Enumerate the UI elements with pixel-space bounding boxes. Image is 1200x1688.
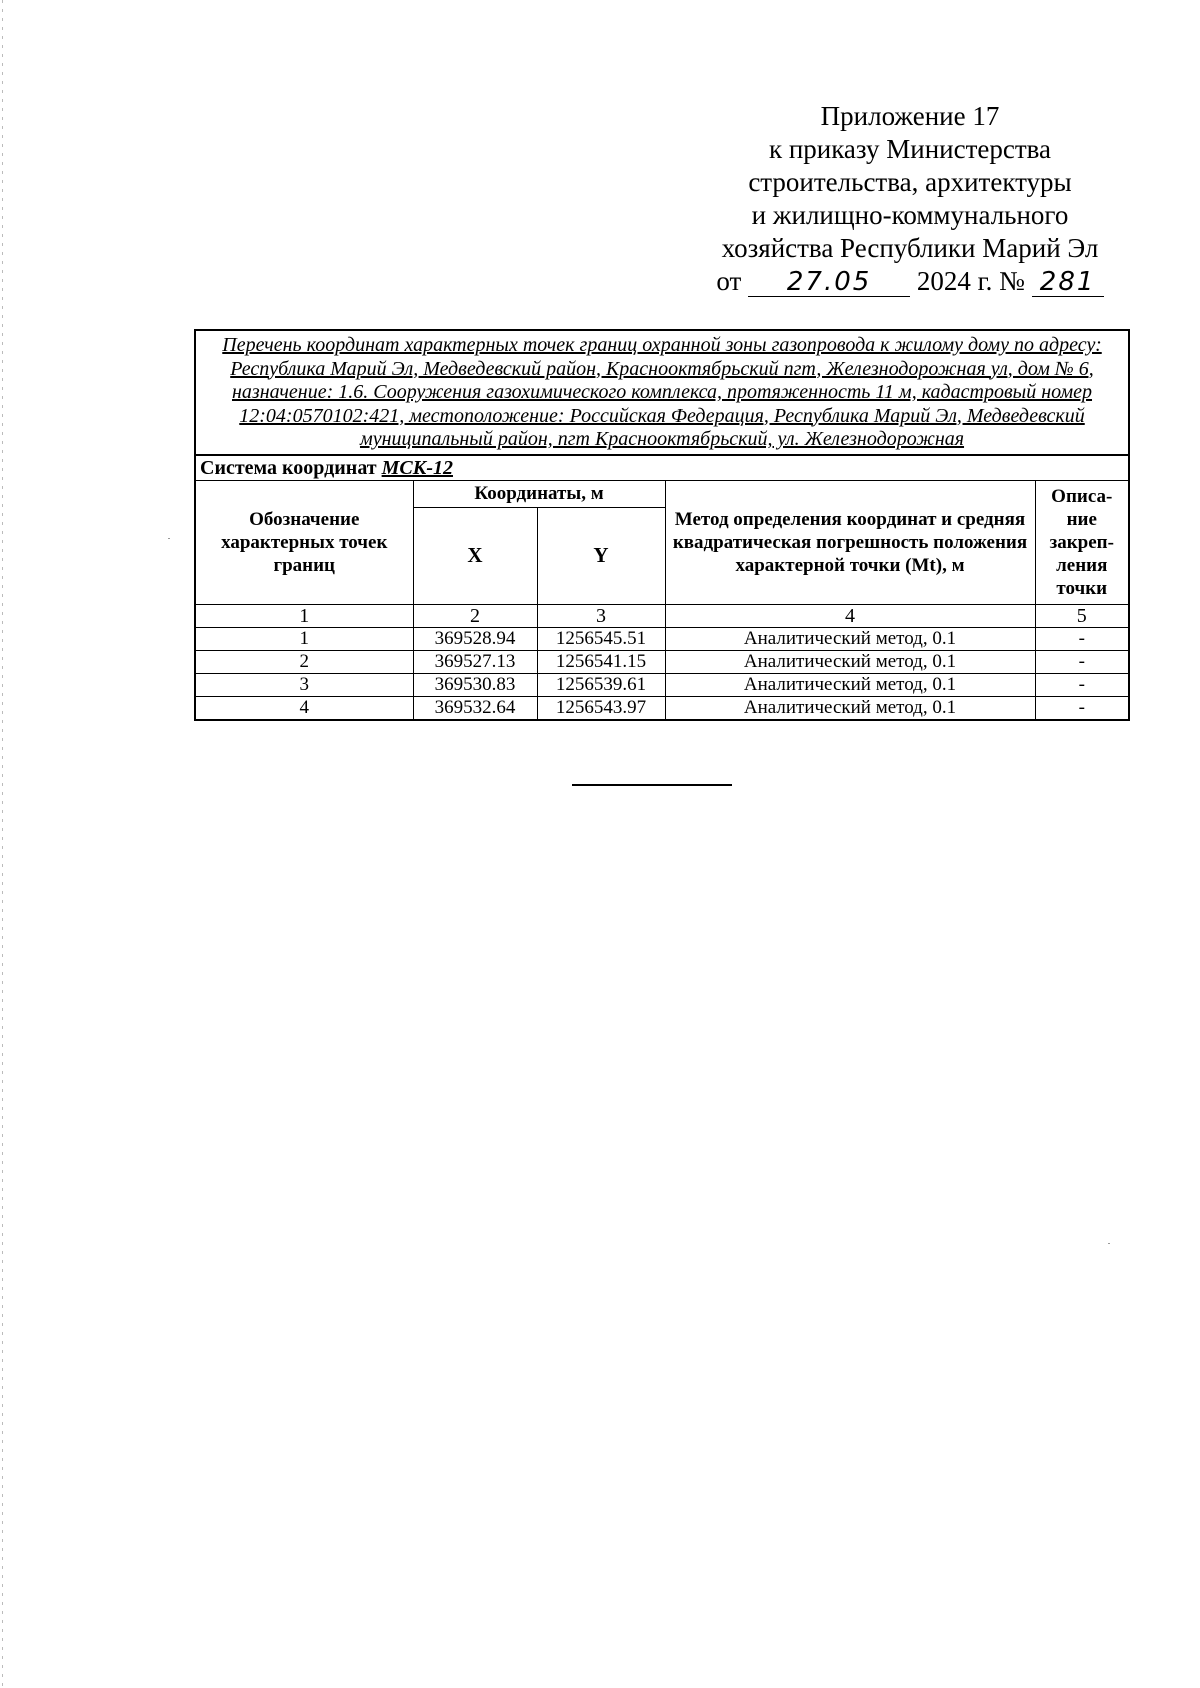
column-number-row — [195, 604, 1129, 627]
cell-point: 3 — [195, 673, 413, 696]
column-number: 2 — [413, 604, 537, 627]
header-coordinates: Координаты, м — [413, 480, 665, 507]
annex-title: Приложение 17 — [820, 101, 1000, 131]
header-fixing: Описа-ние закреп-ления точки — [1035, 480, 1129, 604]
system-label: Система координат — [200, 456, 377, 479]
cell-x: 369527.13 — [413, 650, 537, 673]
scan-speck — [168, 538, 170, 539]
cell-method: Аналитический метод, 0.1 — [665, 627, 1035, 650]
table-row — [195, 696, 1129, 720]
handwritten-number: 281 — [1032, 268, 1104, 297]
cell-y: 1256539.61 — [537, 673, 665, 696]
cell-method: Аналитический метод, 0.1 — [665, 696, 1035, 720]
cell-fixing: - — [1035, 673, 1129, 696]
cell-method: Аналитический метод, 0.1 — [665, 673, 1035, 696]
cell-point: 2 — [195, 650, 413, 673]
header-point: Обозначение характерных точек границ — [195, 480, 413, 604]
annex-date-line — [690, 265, 1130, 298]
table-row — [195, 673, 1129, 696]
annex-header — [690, 100, 1130, 298]
header-x: X — [413, 507, 537, 604]
cell-y: 1256541.15 — [537, 650, 665, 673]
system-value: МСК-12 — [381, 456, 453, 479]
cell-method: Аналитический метод, 0.1 — [665, 650, 1035, 673]
column-number: 1 — [195, 604, 413, 627]
coordinates-table — [194, 329, 1130, 721]
header-y: Y — [537, 507, 665, 604]
scan-speck — [1108, 1243, 1110, 1244]
annex-ministry-line3: хозяйства Республики Марий Эл — [721, 233, 1099, 263]
annex-ministry-line1: строительства, архитектуры — [748, 167, 1072, 197]
cell-fixing: - — [1035, 627, 1129, 650]
table-row — [195, 650, 1129, 673]
table-description: Перечень координат характерных точек границ охранной зоны газопровода к жилому дому по адресу: Республика Марий Эл, Медведевский район, Краснооктябрьский пгт, Железнодорожная ул, дом № 6, назначение: 1.6. Сооружения газохимического комплекса, протяженность 11 м, кадастровый номер 12:04:0570102:421, местоположение: Российская Федерация, Республика Марий Эл, Медведевский муниципальный район, пгт Красноoктябрьский, ул. Железнодорожная — [195, 330, 1129, 455]
cell-x: 369532.64 — [413, 696, 537, 720]
header-method: Метод определения координат и средняя квадратическая погрешность положения характерной точки (Mt), м — [665, 480, 1035, 604]
system-row — [195, 455, 1129, 481]
header-row-1 — [195, 480, 1129, 507]
cell-y: 1256543.97 — [537, 696, 665, 720]
cell-y: 1256545.51 — [537, 627, 665, 650]
cell-x: 369530.83 — [413, 673, 537, 696]
year-label: 2024 г. № — [916, 266, 1025, 296]
description-row — [195, 330, 1129, 455]
closing-rule — [572, 784, 732, 786]
handwritten-date: 27.05 — [748, 268, 910, 297]
cell-fixing: - — [1035, 650, 1129, 673]
cell-point: 1 — [195, 627, 413, 650]
table-row — [195, 627, 1129, 650]
from-label: от — [716, 266, 742, 296]
cell-fixing: - — [1035, 696, 1129, 720]
coordinate-system — [195, 455, 1129, 481]
annex-ministry-line2: и жилищно-коммунального — [751, 200, 1069, 230]
column-number: 3 — [537, 604, 665, 627]
scan-edge — [2, 0, 3, 1688]
cell-point: 4 — [195, 696, 413, 720]
column-number: 5 — [1035, 604, 1129, 627]
cell-x: 369528.94 — [413, 627, 537, 650]
annex-order-line: к приказу Министерства — [768, 134, 1052, 164]
column-number: 4 — [665, 604, 1035, 627]
